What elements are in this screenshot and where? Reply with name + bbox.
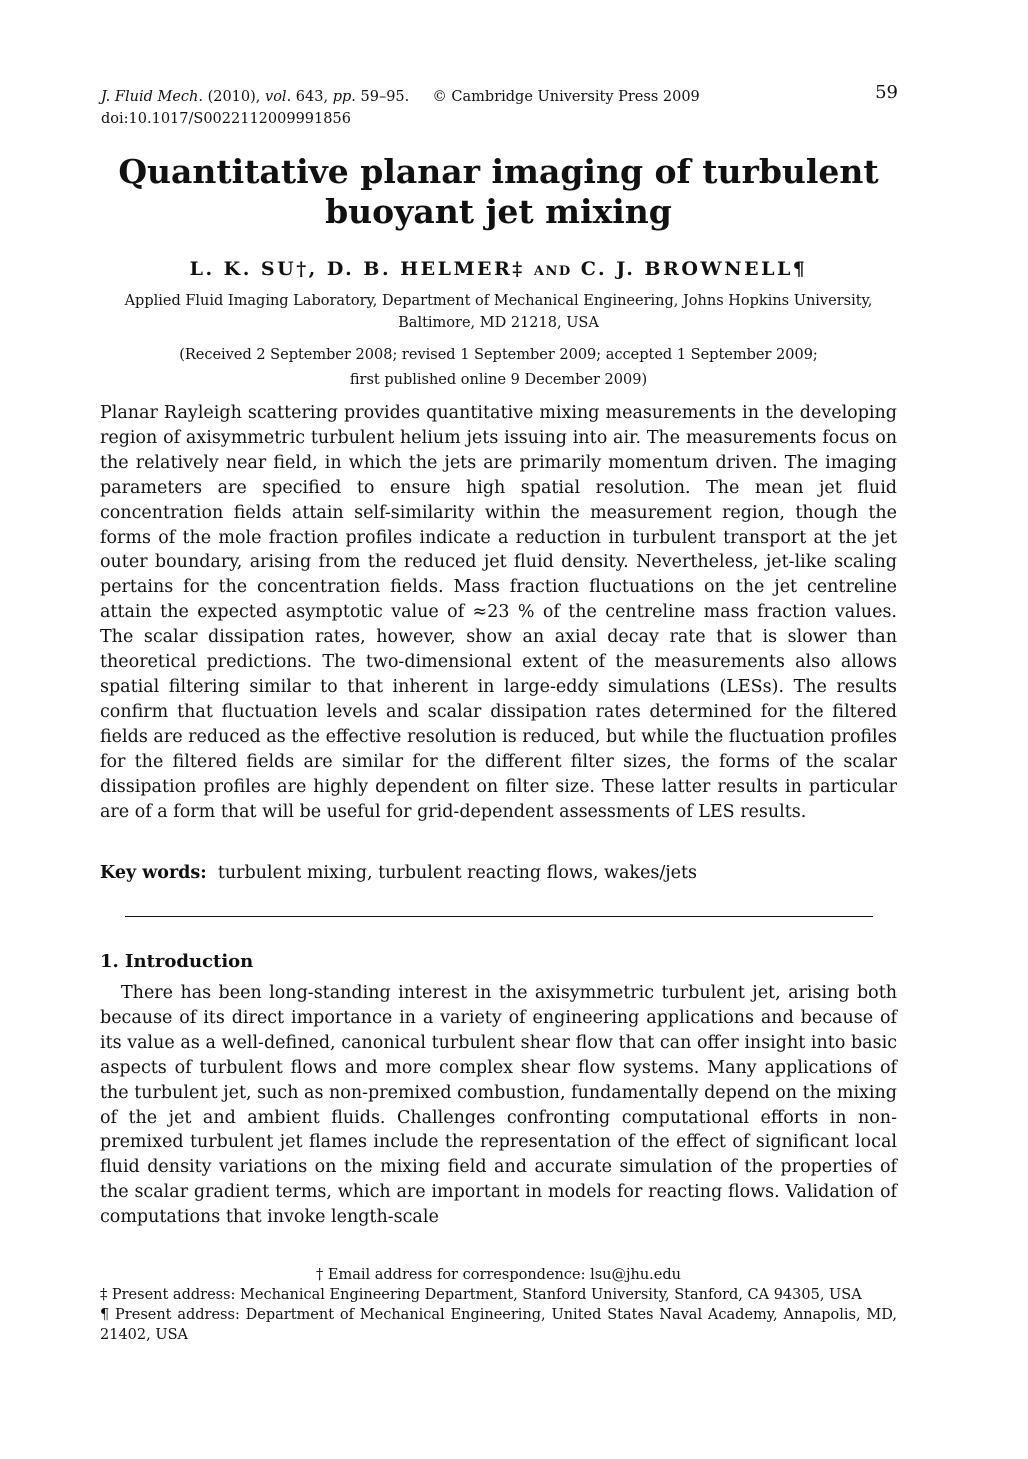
affiliation-line-1: Applied Fluid Imaging Laboratory, Department of Mechanical Engineering, Johns Hopkins University, [124, 293, 873, 309]
keywords-label: Key words: [100, 863, 207, 883]
volume-label: vol. [265, 89, 292, 105]
copyright-notice: © Cambridge University Press 2009 [432, 89, 700, 105]
journal-citation [101, 86, 700, 130]
title-line-1: Quantitative planar imaging of turbulent [118, 152, 879, 191]
footnotes [100, 1265, 897, 1345]
abstract: Planar Rayleigh scattering provides quantitative mixing measurements in the developing region of axisymmetric turbulent helium jets issuing into air. The measurements focus on the relatively near field, in which the jets are primarily momentum driven. The imaging parameters are specified to ensure high spatial resolution. The mean jet fluid concentration fields attain self-similarity within the measurement region, though the forms of the mole fraction profiles indicate a reduction in turbulent transport at the jet outer boundary, arising from the reduced jet fluid density. Nevertheless, jet-like scaling pertains for the concentration fields. Mass fraction fluctuations on the jet centreline attain the expected asymptotic value of ≈23 % of the centreline mass fraction values. The scalar dissipation rates, however, show an axial decay rate that is slower than theoretical predictions. The two-dimensional extent of the measurements also allows spatial filtering similar to that inherent in large-eddy simulations (LESs). The results confirm that fluctuation levels and scalar dissipation rates determined for the filtered fields are reduced as the effective resolution is reduced, but while the fluctuation profiles for the filtered fields are similar for the different filter sizes, the forms of the scalar dissipation profiles are highly dependent on filter size. These latter results in particular are of a form that will be useful for grid-dependent assessments of LES results. [100, 403, 897, 822]
received-dates [100, 343, 897, 393]
pages-label: pp. [332, 89, 356, 105]
paper-title [100, 152, 897, 232]
volume-number: 643, [295, 89, 329, 105]
section-heading: 1. Introduction [100, 951, 254, 972]
affiliation-line-2: Baltimore, MD 21218, USA [398, 315, 599, 331]
page-range: 59–95. [360, 89, 410, 105]
footnote-3: ¶ Present address: Department of Mechanical Engineering, United States Naval Academy, Annapolis, MD, 21402, USA [100, 1307, 897, 1343]
authors-part-2: C. J. BROWNELL¶ [580, 258, 808, 280]
keywords [100, 863, 897, 883]
doi: doi:10.1017/S0022112009991856 [101, 111, 351, 127]
authors-and: AND [533, 264, 572, 279]
authors [100, 258, 897, 280]
citation-line [101, 86, 700, 108]
received-line-1: (Received 2 September 2008; revised 1 September 2009; accepted 1 September 2009; [179, 347, 818, 363]
section-divider [125, 916, 873, 917]
title-line-2: buoyant jet mixing [325, 192, 672, 231]
received-line-2: first published online 9 December 2009) [349, 372, 648, 388]
introduction-paragraph: There has been long-standing interest in the axisymmetric turbulent jet, arising both because of its direct importance in a variety of engineering applications and because of its value as a well-defined, canonical turbulent shear flow that can offer insight into basic aspects of turbulent flows and more complex shear flow systems. Many applications of the turbulent jet, such as non-premixed combustion, fundamentally depend on the mixing of the jet and ambient fluids. Challenges confronting computational efforts in non-premixed turbulent jet flames include the representation of the effect of significant local fluid density variations on the mixing field and accurate simulation of the properties of the scalar gradient terms, which are important in models for reacting flows. Validation of computations that invoke length-scale [100, 983, 897, 1228]
keywords-list: turbulent mixing, turbulent reacting flows, wakes/jets [217, 863, 698, 883]
footnote-2: ‡ Present address: Mechanical Engineering Department, Stanford University, Stanford, CA 94305, USA [100, 1287, 862, 1303]
authors-part-1: L. K. SU†, D. B. HELMER‡ [189, 258, 525, 280]
affiliation [100, 290, 897, 334]
page-number: 59 [875, 82, 898, 103]
journal-year: (2010), [207, 89, 261, 105]
footnote-1: † Email address for correspondence: lsu@jhu.edu [316, 1267, 681, 1283]
journal-name: J. Fluid Mech. [101, 89, 203, 105]
